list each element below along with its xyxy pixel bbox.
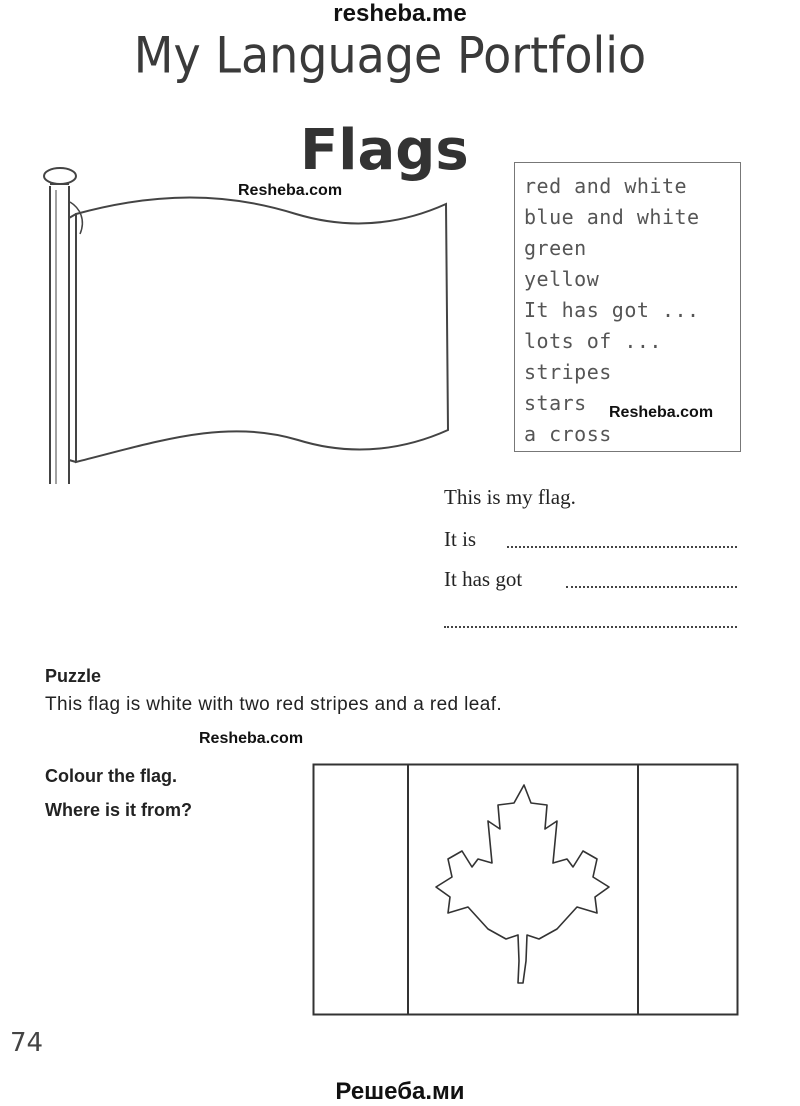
- word-bank-item: blue and white: [524, 205, 700, 229]
- page-subtitle: Flags: [300, 118, 469, 183]
- sentence-it-has-got-label: It has got: [444, 567, 523, 591]
- instruction-colour-flag: Colour the flag.: [45, 766, 177, 786]
- watermark-small: Resheba.com: [609, 404, 714, 421]
- maple-leaf-outline: [436, 785, 609, 983]
- sentence-this-is-my-flag: This is my flag.: [444, 485, 576, 509]
- colour-flag-drawing[interactable]: [312, 763, 740, 1017]
- watermark-bottom: Решеба.ми: [335, 1078, 465, 1105]
- puzzle-heading: Puzzle: [45, 666, 102, 686]
- word-bank-item: It has got ...: [524, 298, 700, 322]
- flag-border: [314, 765, 738, 1015]
- puzzle-text: This flag is white with two red stripes and a red leaf.: [45, 694, 503, 715]
- write-line-it-is[interactable]: [507, 530, 737, 548]
- watermark-small: Resheba.com: [199, 730, 304, 747]
- sentence-it-is-label: It is: [444, 527, 477, 551]
- sentence-it-is: [444, 527, 476, 552]
- write-line-it-has-got[interactable]: [566, 570, 737, 588]
- word-bank-box: [514, 162, 741, 452]
- word-bank-item: lots of ...: [524, 329, 662, 353]
- page-title: My Language Portfolio: [133, 25, 647, 85]
- flagpole-finial: [44, 168, 76, 184]
- word-bank-item: stripes: [524, 360, 612, 384]
- watermark-small: Resheba.com: [238, 182, 343, 199]
- word-bank-item: a cross: [524, 422, 612, 446]
- word-bank-item: red and white: [524, 174, 688, 198]
- page-number: 74: [10, 1028, 44, 1058]
- blank-flag-cloth: [76, 198, 448, 463]
- instruction-where-from: Where is it from?: [45, 800, 193, 820]
- sentence-it-has-got: [444, 567, 522, 592]
- word-bank-item: green: [524, 236, 587, 260]
- write-line-extra[interactable]: [444, 610, 737, 628]
- word-bank-item: yellow: [524, 267, 600, 291]
- watermark-top: resheba.me: [333, 0, 467, 27]
- word-bank-item: stars: [524, 391, 587, 415]
- blank-flag-drawing[interactable]: [36, 162, 466, 492]
